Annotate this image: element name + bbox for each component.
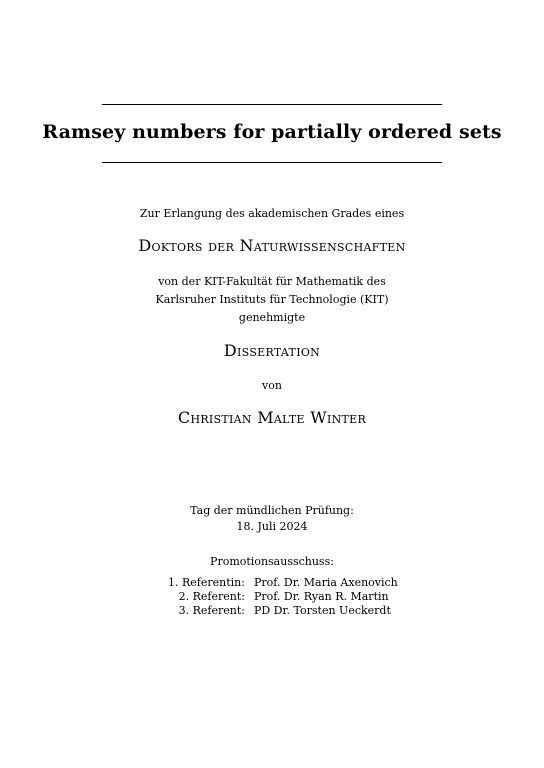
committee-name: Prof. Dr. Ryan R. Martin	[253, 590, 389, 603]
committee-role: 3. Referent:	[178, 604, 245, 617]
degree-title: Doktors der Naturwissenschaften	[138, 236, 406, 255]
faculty-line: von der KIT-Fakultät für Mathematik des	[158, 275, 386, 288]
faculty-line: genehmigte	[238, 311, 306, 324]
committee-table	[168, 576, 398, 618]
committee-heading: Promotionsausschuss:	[210, 555, 334, 568]
exam-info	[0, 502, 544, 534]
exam-date: 18. Juli 2024	[236, 520, 308, 533]
committee-role: 1. Referentin:	[168, 576, 245, 589]
committee-name: Prof. Dr. Maria Axenovich	[253, 576, 398, 589]
author-name: Christian Malte Winter	[177, 408, 367, 427]
faculty-statement	[0, 273, 544, 327]
page-title: Ramsey numbers for partially ordered sets	[42, 121, 502, 143]
title-rule-top	[102, 104, 442, 105]
title-rule-bottom	[102, 162, 442, 163]
by-label: von	[262, 379, 282, 392]
committee-role: 2. Referent:	[178, 590, 245, 603]
faculty-line: Karlsruher Instituts für Technologie (KIT)	[155, 293, 389, 306]
exam-label: Tag der mündlichen Prüfung:	[190, 504, 354, 517]
committee-row	[168, 576, 398, 590]
committee-name: PD Dr. Torsten Ueckerdt	[253, 604, 391, 617]
document-type: Dissertation	[223, 341, 321, 360]
degree-intro: Zur Erlangung des akademischen Grades eines	[139, 207, 405, 220]
committee-row	[168, 604, 398, 618]
committee-row	[168, 590, 398, 604]
